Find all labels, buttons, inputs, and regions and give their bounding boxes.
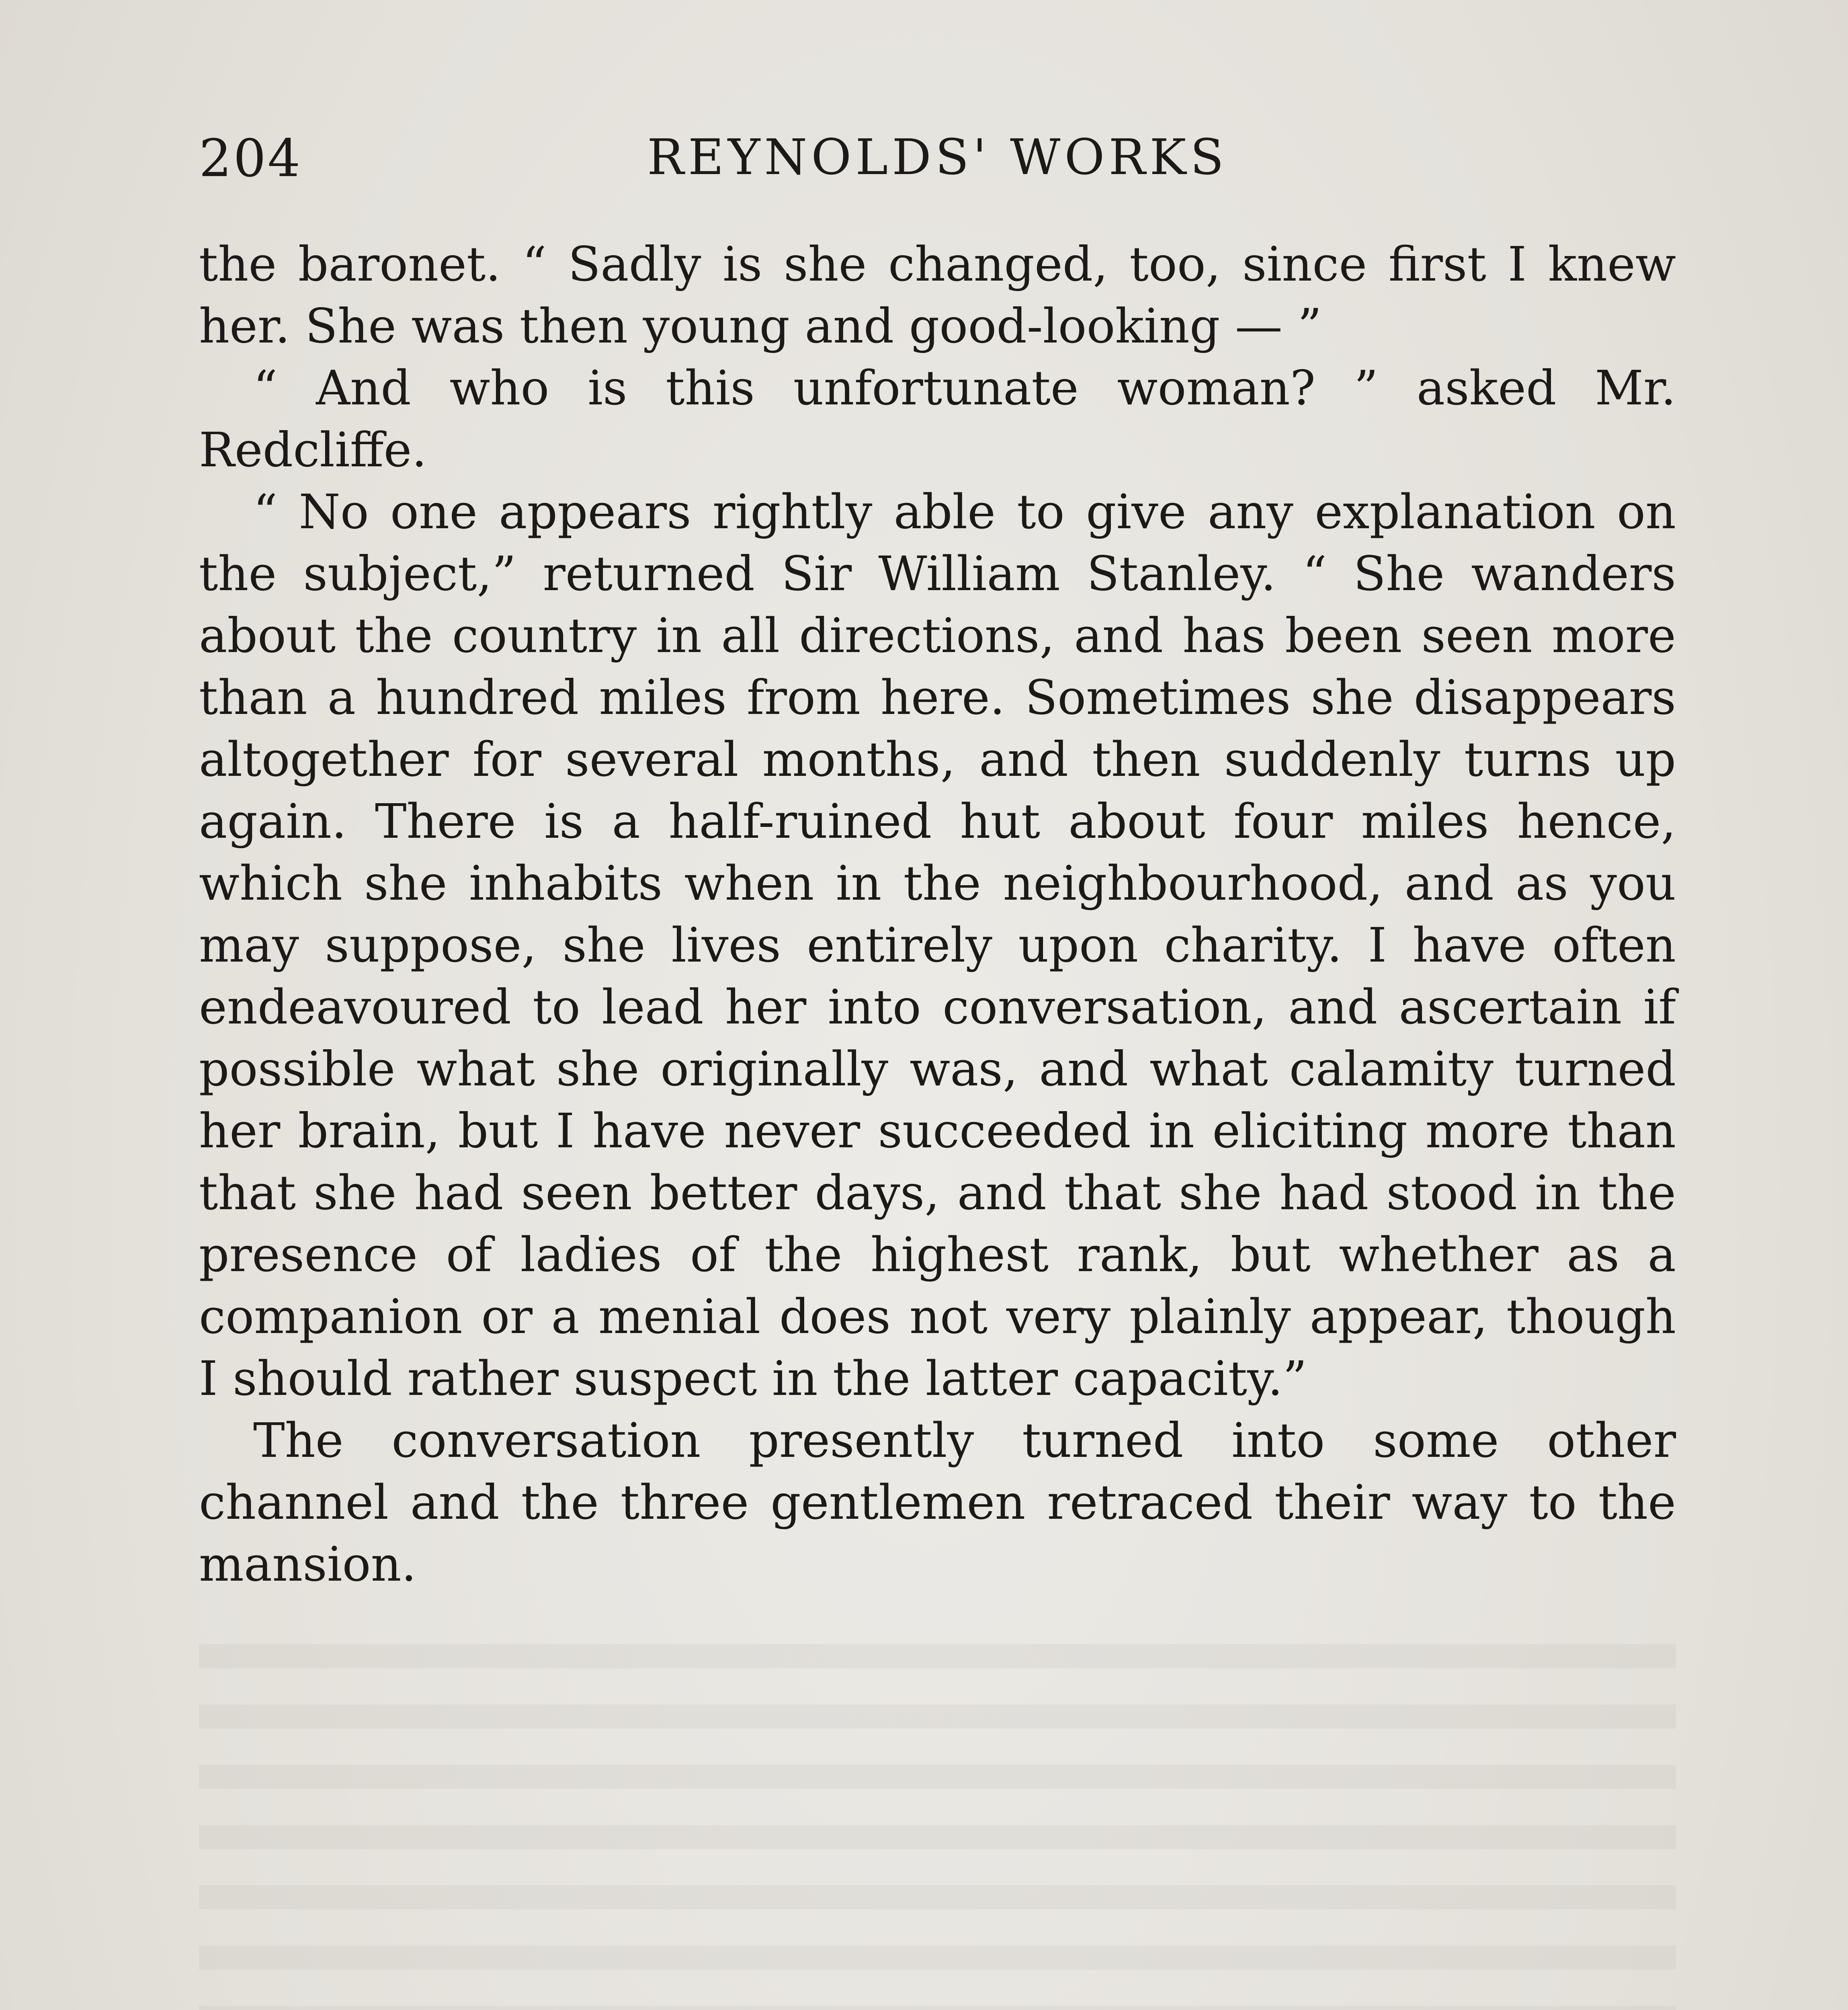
body-text <box>199 233 1676 1595</box>
paragraph: The conversation presently turned into some other channel and the three gentlemen retraced their way to the mansion. <box>199 1413 1676 1592</box>
bleed-through-text <box>199 1628 1676 2010</box>
running-head: REYNOLDS' WORKS <box>647 129 1228 186</box>
page-header <box>199 129 1676 193</box>
paragraph: the baronet. “ Sadly is she changed, too, since first I knew her. She was then young and good-looking — ” <box>199 236 1676 354</box>
page-number: 204 <box>199 129 302 189</box>
paragraph: “ And who is this unfortunate woman? ” asked Mr. Redcliffe. <box>199 360 1676 478</box>
paragraph: “ No one appears rightly able to give any explanation on the subject,” returned Sir William Stanley. “ She wanders about the country in all directions, and has been seen more than a hundred miles from here. Sometimes she disappears altogether for several months, and then suddenly turns up again. There is a half-ruined hut about four miles hence, which she inhabits when in the neighbourhood, and as you may suppose, she lives entirely upon charity. I have often endeavoured to lead her into conversation, and ascertain if possible what she originally was, and what calamity turned her brain, but I have never succeeded in eliciting more than that she had seen better days, and that she had stood in the presence of ladies of the highest rank, but whether as a companion or a menial does not very plainly appear, though I should rather suspect in the latter capacity.” <box>199 484 1676 1406</box>
